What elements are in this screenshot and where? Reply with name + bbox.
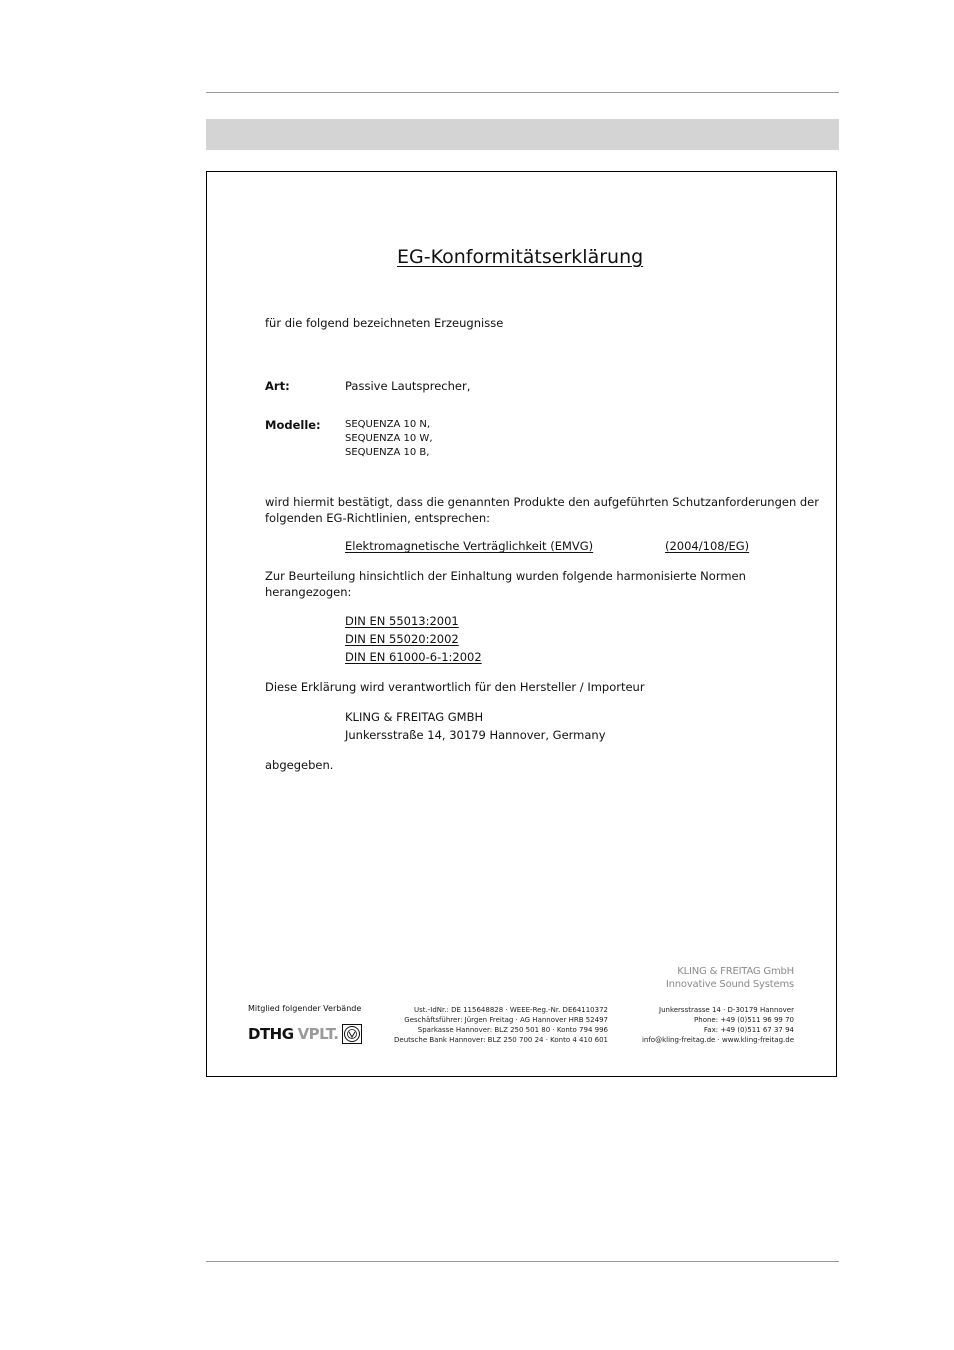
model-item: SEQUENZA 10 W, [345,433,433,444]
legal-line: Geschäftsführer: Jürgen Freitag · AG Hannover HRB 52497 [404,1016,608,1024]
membership-label: Mitglied folgender Verbände [248,1004,362,1013]
model-item: SEQUENZA 10 N, [345,419,431,430]
dthg-logo: DTHG [248,1025,294,1043]
modelle-label: Modelle: [265,418,321,432]
norm-item: DIN EN 61000-6-1:2002 [345,650,482,664]
company-name: KLING & FREITAG GMBH [345,710,484,724]
vplt-logo: VPLT. [297,1025,339,1043]
document-title: EG-Konformitätserklärung [397,246,644,268]
norms-intro-line: Zur Beurteilung hinsichtlich der Einhaltung wurden folgende harmonisierte Normen [265,569,746,583]
art-label: Art: [265,379,290,393]
closing-text: abgegeben. [265,758,334,772]
model-item: SEQUENZA 10 B, [345,447,430,458]
declaration-document [206,171,837,1077]
contact-line: info@kling-freitag.de · www.kling-freitag.de [641,1036,794,1044]
legal-line: Ust.-IdNr.: DE 115648828 · WEEE-Reg.-Nr. DE64110372 [414,1006,608,1014]
header-rule [206,92,839,93]
brand-block [666,965,794,991]
contact-line: Phone: +49 (0)511 96 99 70 [694,1016,794,1024]
contact-line: Fax: +49 (0)511 67 37 94 [703,1026,794,1034]
brand-tagline: Innovative Sound Systems [665,979,794,990]
model-list [345,418,433,460]
art-value: Passive Lautsprecher, [345,379,471,393]
norm-item: DIN EN 55013:2001 [345,614,459,628]
association-logos [248,1024,362,1044]
norms-intro [265,568,746,600]
confirmation-line: folgenden EG-Richtlinien, entsprechen: [265,511,491,525]
legal-line: Deutsche Bank Hannover: BLZ 250 700 24 · Konto 4 410 601 [394,1036,608,1044]
brand-name: KLING & FREITAG GmbH [677,966,794,977]
legal-line: Sparkasse Hannover: BLZ 250 501 80 · Konto 794 996 [417,1026,608,1034]
norms-intro-line: herangezogen: [265,585,352,599]
company-block [345,708,606,744]
contact-info [642,1005,794,1045]
norms-list [345,612,482,666]
contact-line: Junkersstrasse 14 · D-30179 Hannover [659,1006,794,1014]
footer-rule [206,1261,839,1262]
confirmation-text [265,494,819,526]
responsibility-text: Diese Erklärung wird verantwortlich für den Hersteller / Importeur [265,680,645,694]
norm-item: DIN EN 55020:2002 [345,632,459,646]
intro-text: für die folgend bezeichneten Erzeugnisse [265,316,504,330]
confirmation-line: wird hiermit bestätigt, dass die genannten Produkte den aufgeführten Schutzanforderungen der [265,495,819,509]
directive-code: (2004/108/EG) [665,539,750,553]
association-seal-icon [342,1024,362,1044]
section-header-band [206,119,839,150]
company-address: Junkersstraße 14, 30179 Hannover, Germany [345,728,606,742]
directive-name: Elektromagnetische Verträglichkeit (EMVG) [345,539,594,553]
legal-info [394,1005,608,1045]
